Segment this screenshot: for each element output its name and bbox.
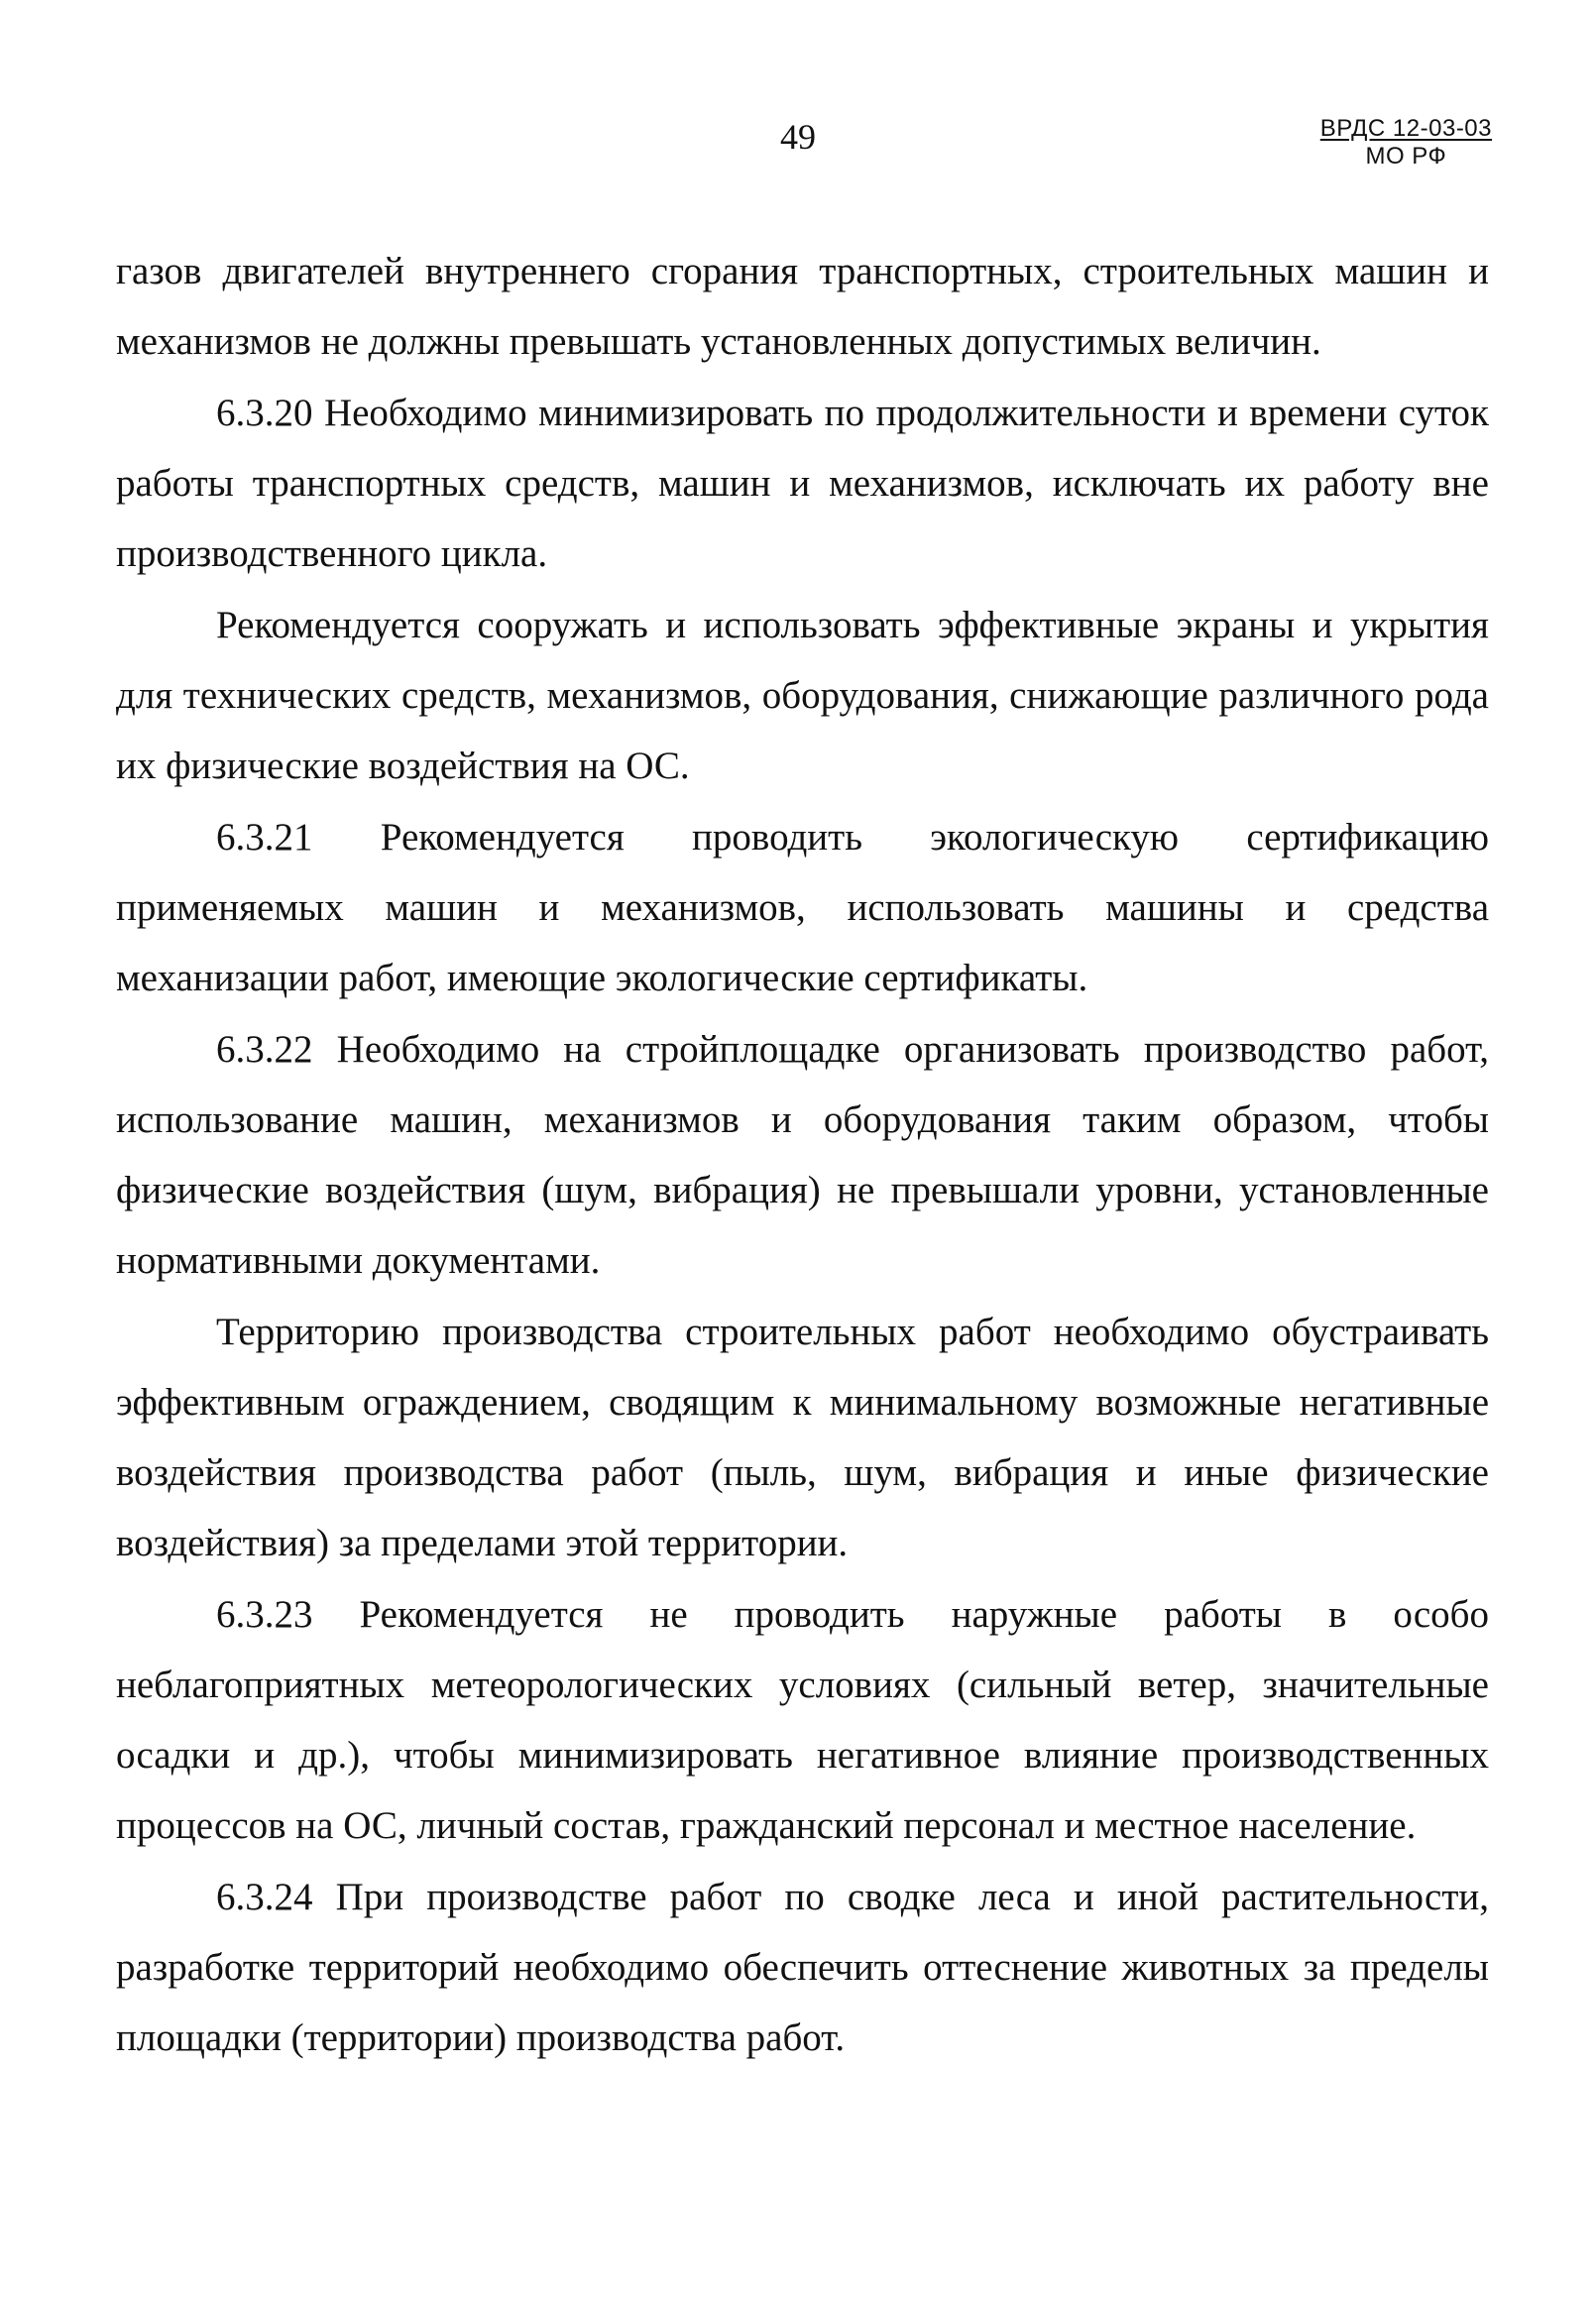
paragraph-6-3-24: 6.3.24 При производстве работ по сводке леса и иной растительности, разработке территорий необходимо обеспечить оттеснение животных за пределы площадки (территории) производства работ. [116,1876,1489,2059]
document-code: ВРДС 12-03-03 [1319,115,1492,142]
paragraph: Территорию производства строительных работ необходимо обустраивать эффективным ограждением, сводящим к минимальному возможные негативные воздействия производства работ (пыль, шум, вибрация и иные физические воздействия) за пределами этой территории. [116,1311,1489,1564]
paragraph: газов двигателей внутреннего сгорания транспортных, строительных машин и механизмов не должны превышать установленных допустимых величин. [116,250,1489,363]
document-code-block [1320,115,1492,171]
body-text [116,236,1489,2073]
paragraph-6-3-21: 6.3.21 Рекомендуется проводить экологическую сертификацию применяемых машин и механизмов, использовать машины и средства механизации работ, имеющие экологические сертификаты. [116,816,1489,999]
paragraph-6-3-20: 6.3.20 Необходимо минимизировать по продолжительности и времени суток работы транспортных средств, машин и механизмов, исключать их работу вне производственного цикла. [116,392,1489,575]
organization-code: МО РФ [1365,143,1447,170]
paragraph-6-3-23: 6.3.23 Рекомендуется не проводить наружные работы в особо неблагоприятных метеорологических условиях (сильный ветер, значительные осадки и др.), чтобы минимизировать негативное влияние производственных процессов на ОС, личный состав, гражданский персонал и местное население. [116,1593,1489,1847]
paragraph: Рекомендуется сооружать и использовать эффективные экраны и укрытия для технических средств, механизмов, оборудования, снижающие различного рода их физические воздействия на ОС. [116,604,1489,787]
paragraph-6-3-22: 6.3.22 Необходимо на стройплощадке организовать производство работ, использование машин, механизмов и оборудования таким образом, чтобы физические воздействия (шум, вибрация) не превышали уровни, установленные нормативными документами. [116,1028,1489,1282]
page-number: 49 [780,117,816,157]
